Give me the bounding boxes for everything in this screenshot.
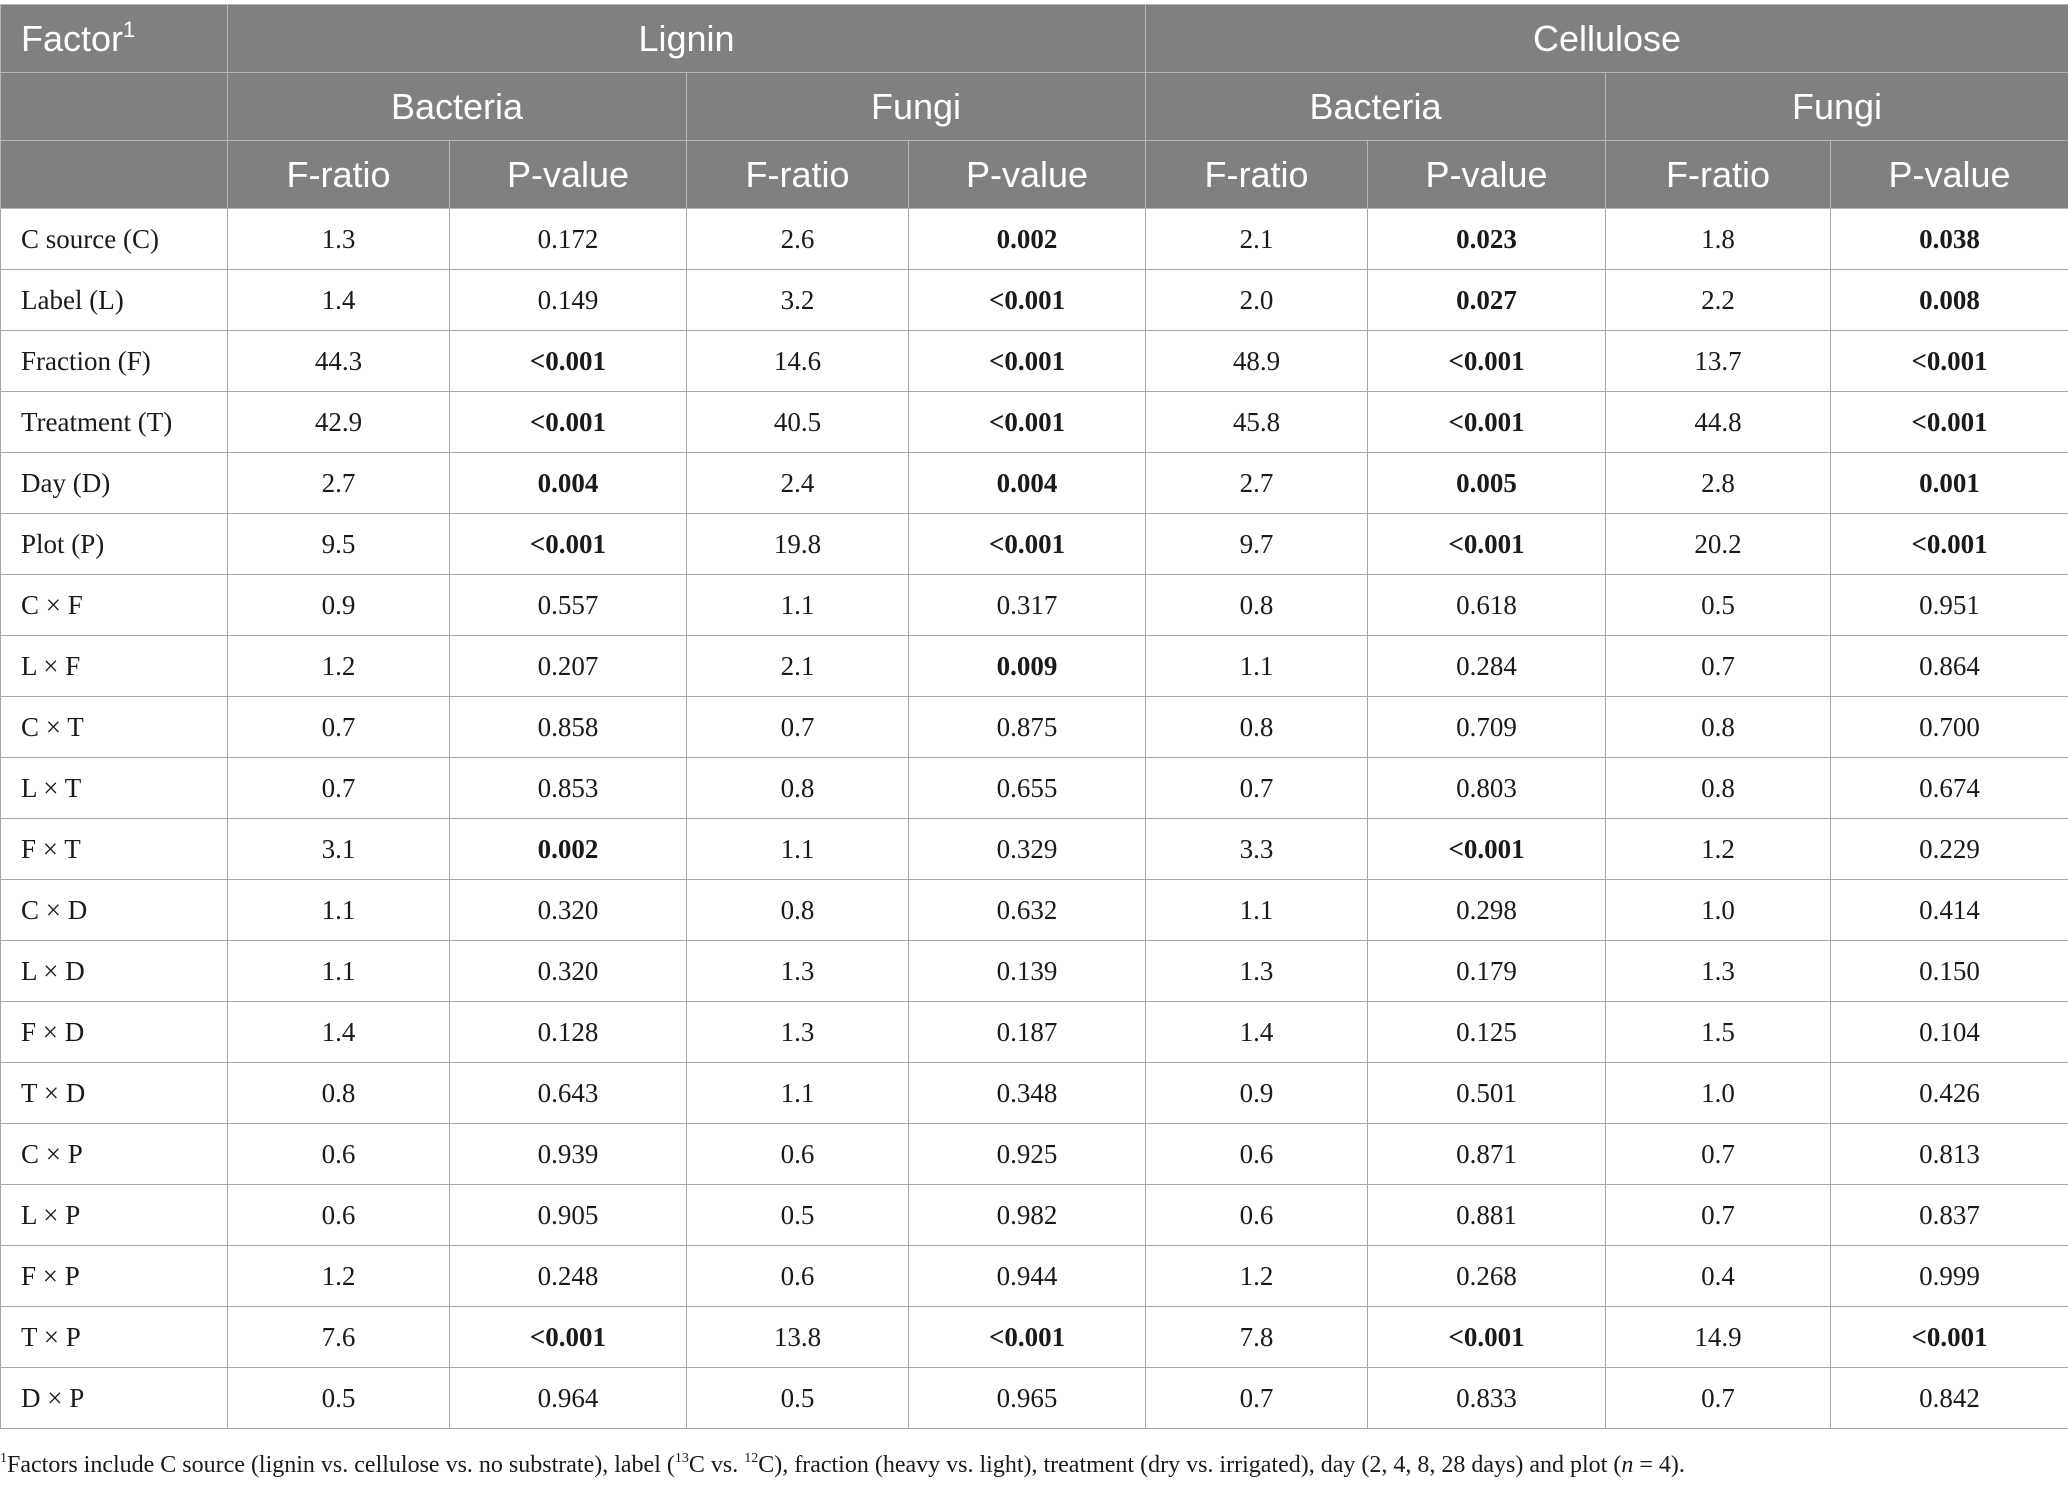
p-value-cell: 0.268 — [1368, 1246, 1606, 1307]
p-value-cell: 0.875 — [909, 697, 1146, 758]
p-value-cell: <0.001 — [909, 392, 1146, 453]
p-value-cell: <0.001 — [1831, 392, 2068, 453]
p-value-cell: 0.925 — [909, 1124, 1146, 1185]
p-value-cell: 0.172 — [450, 209, 687, 270]
f-ratio-cell: 9.5 — [228, 514, 450, 575]
p-value-cell: 0.864 — [1831, 636, 2068, 697]
p-value-cell: 0.501 — [1368, 1063, 1606, 1124]
f-ratio-cell: 0.8 — [1146, 575, 1368, 636]
factor-cell: Fraction (F) — [1, 331, 228, 392]
p-value-cell: 0.329 — [909, 819, 1146, 880]
p-value-cell: 0.004 — [450, 453, 687, 514]
f-ratio-cell: 2.0 — [1146, 270, 1368, 331]
factor-cell: L × T — [1, 758, 228, 819]
footnote-superscript-13: 13 — [674, 1451, 689, 1466]
f-ratio-cell: 1.1 — [687, 575, 909, 636]
p-value-cell: 0.317 — [909, 575, 1146, 636]
f-ratio-cell: 2.8 — [1606, 453, 1831, 514]
f-ratio-cell: 1.2 — [1606, 819, 1831, 880]
p-value-cell: 0.229 — [1831, 819, 2068, 880]
p-value-cell: 0.871 — [1368, 1124, 1606, 1185]
f-ratio-cell: 0.8 — [1606, 758, 1831, 819]
factor-cell: C × P — [1, 1124, 228, 1185]
table-row — [1, 1124, 2068, 1185]
f-ratio-cell: 0.9 — [228, 575, 450, 636]
f-ratio-cell: 0.7 — [228, 697, 450, 758]
p-value-cell: 0.207 — [450, 636, 687, 697]
p-value-cell: 0.674 — [1831, 758, 2068, 819]
subheader-f-ratio: F-ratio — [1146, 141, 1368, 209]
substrate-header-cellulose: Cellulose — [1146, 5, 2068, 73]
f-ratio-cell: 1.1 — [228, 880, 450, 941]
p-value-cell: 0.125 — [1368, 1002, 1606, 1063]
factor-cell: C source (C) — [1, 209, 228, 270]
f-ratio-cell: 0.7 — [1606, 1124, 1831, 1185]
table-row — [1, 636, 2068, 697]
p-value-cell: 0.842 — [1831, 1368, 2068, 1429]
f-ratio-cell: 1.1 — [228, 941, 450, 1002]
table-row — [1, 453, 2068, 514]
p-value-cell: 0.320 — [450, 941, 687, 1002]
f-ratio-cell: 1.0 — [1606, 880, 1831, 941]
footnote-superscript-12: 12 — [744, 1451, 759, 1466]
p-value-cell: 0.001 — [1831, 453, 2068, 514]
table-row — [1, 1307, 2068, 1368]
factor-cell: Plot (P) — [1, 514, 228, 575]
f-ratio-cell: 1.2 — [228, 636, 450, 697]
f-ratio-cell: 0.7 — [1146, 1368, 1368, 1429]
p-value-cell: 0.853 — [450, 758, 687, 819]
f-ratio-cell: 0.7 — [1146, 758, 1368, 819]
p-value-cell: 0.982 — [909, 1185, 1146, 1246]
factor-cell: F × P — [1, 1246, 228, 1307]
f-ratio-cell: 0.8 — [228, 1063, 450, 1124]
p-value-cell: 0.248 — [450, 1246, 687, 1307]
f-ratio-cell: 0.6 — [228, 1124, 450, 1185]
p-value-cell: <0.001 — [450, 514, 687, 575]
p-value-cell: 0.414 — [1831, 880, 2068, 941]
p-value-cell: 0.128 — [450, 1002, 687, 1063]
p-value-cell: 0.999 — [1831, 1246, 2068, 1307]
table-row — [1, 575, 2068, 636]
group-header-lignin-fungi: Fungi — [687, 73, 1146, 141]
f-ratio-cell: 2.7 — [228, 453, 450, 514]
header-row-group — [1, 73, 2068, 141]
footnote-sample-size-symbol: n — [1621, 1452, 1634, 1478]
p-value-cell: <0.001 — [909, 1307, 1146, 1368]
f-ratio-cell: 48.9 — [1146, 331, 1368, 392]
factor-cell: T × P — [1, 1307, 228, 1368]
subheader-f-ratio: F-ratio — [228, 141, 450, 209]
table-row — [1, 1002, 2068, 1063]
factor-cell: Day (D) — [1, 453, 228, 514]
p-value-cell: <0.001 — [450, 392, 687, 453]
p-value-cell: 0.965 — [909, 1368, 1146, 1429]
factor-cell: F × D — [1, 1002, 228, 1063]
p-value-cell: 0.944 — [909, 1246, 1146, 1307]
f-ratio-cell: 0.6 — [1146, 1185, 1368, 1246]
f-ratio-cell: 44.8 — [1606, 392, 1831, 453]
p-value-cell: <0.001 — [1831, 331, 2068, 392]
f-ratio-cell: 1.1 — [687, 819, 909, 880]
f-ratio-cell: 44.3 — [228, 331, 450, 392]
header-row-statistic — [1, 141, 2068, 209]
table-row — [1, 270, 2068, 331]
f-ratio-cell: 1.3 — [1146, 941, 1368, 1002]
f-ratio-cell: 2.4 — [687, 453, 909, 514]
f-ratio-cell: 1.2 — [228, 1246, 450, 1307]
f-ratio-cell: 1.1 — [687, 1063, 909, 1124]
table-footnote — [0, 1452, 1685, 1479]
table-body — [1, 209, 2068, 1429]
f-ratio-cell: 0.6 — [687, 1246, 909, 1307]
f-ratio-cell: 2.7 — [1146, 453, 1368, 514]
p-value-cell: 0.005 — [1368, 453, 1606, 514]
footnote-text-part: = 4). — [1633, 1452, 1685, 1478]
p-value-cell: 0.709 — [1368, 697, 1606, 758]
f-ratio-cell: 7.8 — [1146, 1307, 1368, 1368]
footnote-marker: 1 — [0, 1451, 7, 1466]
group-header-lignin-bacteria: Bacteria — [228, 73, 687, 141]
p-value-cell: <0.001 — [1368, 392, 1606, 453]
factor-cell: L × D — [1, 941, 228, 1002]
f-ratio-cell: 0.7 — [687, 697, 909, 758]
f-ratio-cell: 2.6 — [687, 209, 909, 270]
f-ratio-cell: 3.1 — [228, 819, 450, 880]
p-value-cell: 0.149 — [450, 270, 687, 331]
p-value-cell: 0.027 — [1368, 270, 1606, 331]
f-ratio-cell: 0.8 — [1146, 697, 1368, 758]
factor-header-footnote-marker: 1 — [123, 16, 136, 42]
f-ratio-cell: 7.6 — [228, 1307, 450, 1368]
f-ratio-cell: 1.1 — [1146, 880, 1368, 941]
p-value-cell: 0.643 — [450, 1063, 687, 1124]
p-value-cell: <0.001 — [1368, 331, 1606, 392]
p-value-cell: <0.001 — [1368, 1307, 1606, 1368]
p-value-cell: 0.187 — [909, 1002, 1146, 1063]
footnote-text-part: C vs. — [688, 1452, 745, 1478]
f-ratio-cell: 13.7 — [1606, 331, 1831, 392]
factor-cell: Treatment (T) — [1, 392, 228, 453]
f-ratio-cell: 1.2 — [1146, 1246, 1368, 1307]
subheader-p-value: P-value — [450, 141, 687, 209]
p-value-cell: 0.426 — [1831, 1063, 2068, 1124]
p-value-cell: 0.009 — [909, 636, 1146, 697]
p-value-cell: 0.858 — [450, 697, 687, 758]
f-ratio-cell: 0.7 — [1606, 1368, 1831, 1429]
p-value-cell: 0.179 — [1368, 941, 1606, 1002]
factor-cell: C × F — [1, 575, 228, 636]
f-ratio-cell: 1.4 — [1146, 1002, 1368, 1063]
p-value-cell: 0.939 — [450, 1124, 687, 1185]
factor-cell: C × D — [1, 880, 228, 941]
table-row — [1, 514, 2068, 575]
empty-header-cell — [1, 141, 228, 209]
table-row — [1, 1063, 2068, 1124]
empty-header-cell — [1, 73, 228, 141]
p-value-cell: 0.023 — [1368, 209, 1606, 270]
f-ratio-cell: 2.1 — [687, 636, 909, 697]
table-row — [1, 331, 2068, 392]
factor-cell: F × T — [1, 819, 228, 880]
f-ratio-cell: 40.5 — [687, 392, 909, 453]
p-value-cell: 0.284 — [1368, 636, 1606, 697]
factor-cell: L × F — [1, 636, 228, 697]
f-ratio-cell: 20.2 — [1606, 514, 1831, 575]
table-row — [1, 697, 2068, 758]
p-value-cell: 0.002 — [909, 209, 1146, 270]
table-row — [1, 1185, 2068, 1246]
f-ratio-cell: 1.1 — [1146, 636, 1368, 697]
subheader-p-value: P-value — [1368, 141, 1606, 209]
p-value-cell: <0.001 — [909, 514, 1146, 575]
table-row — [1, 758, 2068, 819]
footnote-text-part: C), fraction (heavy vs. light), treatment (dry vs. irrigated), day (2, 4, 8, 28 days) and plot ( — [758, 1452, 1622, 1478]
factor-cell: L × P — [1, 1185, 228, 1246]
f-ratio-cell: 0.8 — [687, 758, 909, 819]
p-value-cell: 0.837 — [1831, 1185, 2068, 1246]
f-ratio-cell: 3.3 — [1146, 819, 1368, 880]
f-ratio-cell: 0.8 — [687, 880, 909, 941]
f-ratio-cell: 42.9 — [228, 392, 450, 453]
p-value-cell: 0.139 — [909, 941, 1146, 1002]
f-ratio-cell: 2.2 — [1606, 270, 1831, 331]
f-ratio-cell: 0.7 — [228, 758, 450, 819]
p-value-cell: 0.964 — [450, 1368, 687, 1429]
p-value-cell: <0.001 — [909, 331, 1146, 392]
p-value-cell: <0.001 — [1831, 1307, 2068, 1368]
f-ratio-cell: 19.8 — [687, 514, 909, 575]
f-ratio-cell: 9.7 — [1146, 514, 1368, 575]
f-ratio-cell: 14.6 — [687, 331, 909, 392]
group-header-cellulose-bacteria: Bacteria — [1146, 73, 1606, 141]
subheader-p-value: P-value — [1831, 141, 2068, 209]
factor-cell: D × P — [1, 1368, 228, 1429]
subheader-f-ratio: F-ratio — [1606, 141, 1831, 209]
f-ratio-cell: 0.6 — [1146, 1124, 1368, 1185]
table-header — [1, 5, 2068, 209]
f-ratio-cell: 0.6 — [228, 1185, 450, 1246]
anova-table-container — [0, 4, 2068, 1429]
p-value-cell: 0.038 — [1831, 209, 2068, 270]
p-value-cell: <0.001 — [450, 331, 687, 392]
substrate-header-lignin: Lignin — [228, 5, 1146, 73]
f-ratio-cell: 0.6 — [687, 1124, 909, 1185]
f-ratio-cell: 2.1 — [1146, 209, 1368, 270]
p-value-cell: 0.004 — [909, 453, 1146, 514]
p-value-cell: <0.001 — [909, 270, 1146, 331]
f-ratio-cell: 0.7 — [1606, 636, 1831, 697]
p-value-cell: <0.001 — [1368, 514, 1606, 575]
factor-cell: Label (L) — [1, 270, 228, 331]
f-ratio-cell: 0.7 — [1606, 1185, 1831, 1246]
f-ratio-cell: 0.5 — [1606, 575, 1831, 636]
table-row — [1, 880, 2068, 941]
p-value-cell: 0.320 — [450, 880, 687, 941]
table-row — [1, 941, 2068, 1002]
f-ratio-cell: 0.8 — [1606, 697, 1831, 758]
p-value-cell: 0.813 — [1831, 1124, 2068, 1185]
table-row — [1, 392, 2068, 453]
f-ratio-cell: 1.5 — [1606, 1002, 1831, 1063]
f-ratio-cell: 0.5 — [687, 1185, 909, 1246]
p-value-cell: 0.150 — [1831, 941, 2068, 1002]
table-row — [1, 819, 2068, 880]
f-ratio-cell: 1.8 — [1606, 209, 1831, 270]
p-value-cell: 0.833 — [1368, 1368, 1606, 1429]
group-header-cellulose-fungi: Fungi — [1606, 73, 2068, 141]
f-ratio-cell: 3.2 — [687, 270, 909, 331]
f-ratio-cell: 45.8 — [1146, 392, 1368, 453]
f-ratio-cell: 14.9 — [1606, 1307, 1831, 1368]
anova-table — [0, 4, 2068, 1429]
f-ratio-cell: 1.0 — [1606, 1063, 1831, 1124]
f-ratio-cell: 13.8 — [687, 1307, 909, 1368]
f-ratio-cell: 1.3 — [687, 941, 909, 1002]
p-value-cell: 0.002 — [450, 819, 687, 880]
p-value-cell: 0.104 — [1831, 1002, 2068, 1063]
p-value-cell: 0.881 — [1368, 1185, 1606, 1246]
table-row — [1, 1368, 2068, 1429]
f-ratio-cell: 0.5 — [228, 1368, 450, 1429]
f-ratio-cell: 0.4 — [1606, 1246, 1831, 1307]
f-ratio-cell: 1.4 — [228, 1002, 450, 1063]
p-value-cell: 0.905 — [450, 1185, 687, 1246]
subheader-f-ratio: F-ratio — [687, 141, 909, 209]
footnote-text-part: Factors include C source (lignin vs. cellulose vs. no substrate), label ( — [7, 1452, 675, 1478]
factor-cell: C × T — [1, 697, 228, 758]
p-value-cell: <0.001 — [1368, 819, 1606, 880]
f-ratio-cell: 1.3 — [1606, 941, 1831, 1002]
f-ratio-cell: 1.3 — [687, 1002, 909, 1063]
p-value-cell: 0.557 — [450, 575, 687, 636]
p-value-cell: 0.632 — [909, 880, 1146, 941]
f-ratio-cell: 1.3 — [228, 209, 450, 270]
header-row-substrate — [1, 5, 2068, 73]
factor-header-label: Factor — [21, 17, 124, 59]
f-ratio-cell: 1.4 — [228, 270, 450, 331]
f-ratio-cell: 0.9 — [1146, 1063, 1368, 1124]
table-row — [1, 1246, 2068, 1307]
p-value-cell: 0.951 — [1831, 575, 2068, 636]
p-value-cell: 0.655 — [909, 758, 1146, 819]
p-value-cell: 0.298 — [1368, 880, 1606, 941]
table-row — [1, 209, 2068, 270]
f-ratio-cell: 0.5 — [687, 1368, 909, 1429]
factor-column-header — [1, 5, 228, 73]
p-value-cell: 0.618 — [1368, 575, 1606, 636]
p-value-cell: 0.008 — [1831, 270, 2068, 331]
p-value-cell: 0.348 — [909, 1063, 1146, 1124]
p-value-cell: 0.803 — [1368, 758, 1606, 819]
factor-cell: T × D — [1, 1063, 228, 1124]
p-value-cell: <0.001 — [450, 1307, 687, 1368]
subheader-p-value: P-value — [909, 141, 1146, 209]
p-value-cell: <0.001 — [1831, 514, 2068, 575]
p-value-cell: 0.700 — [1831, 697, 2068, 758]
